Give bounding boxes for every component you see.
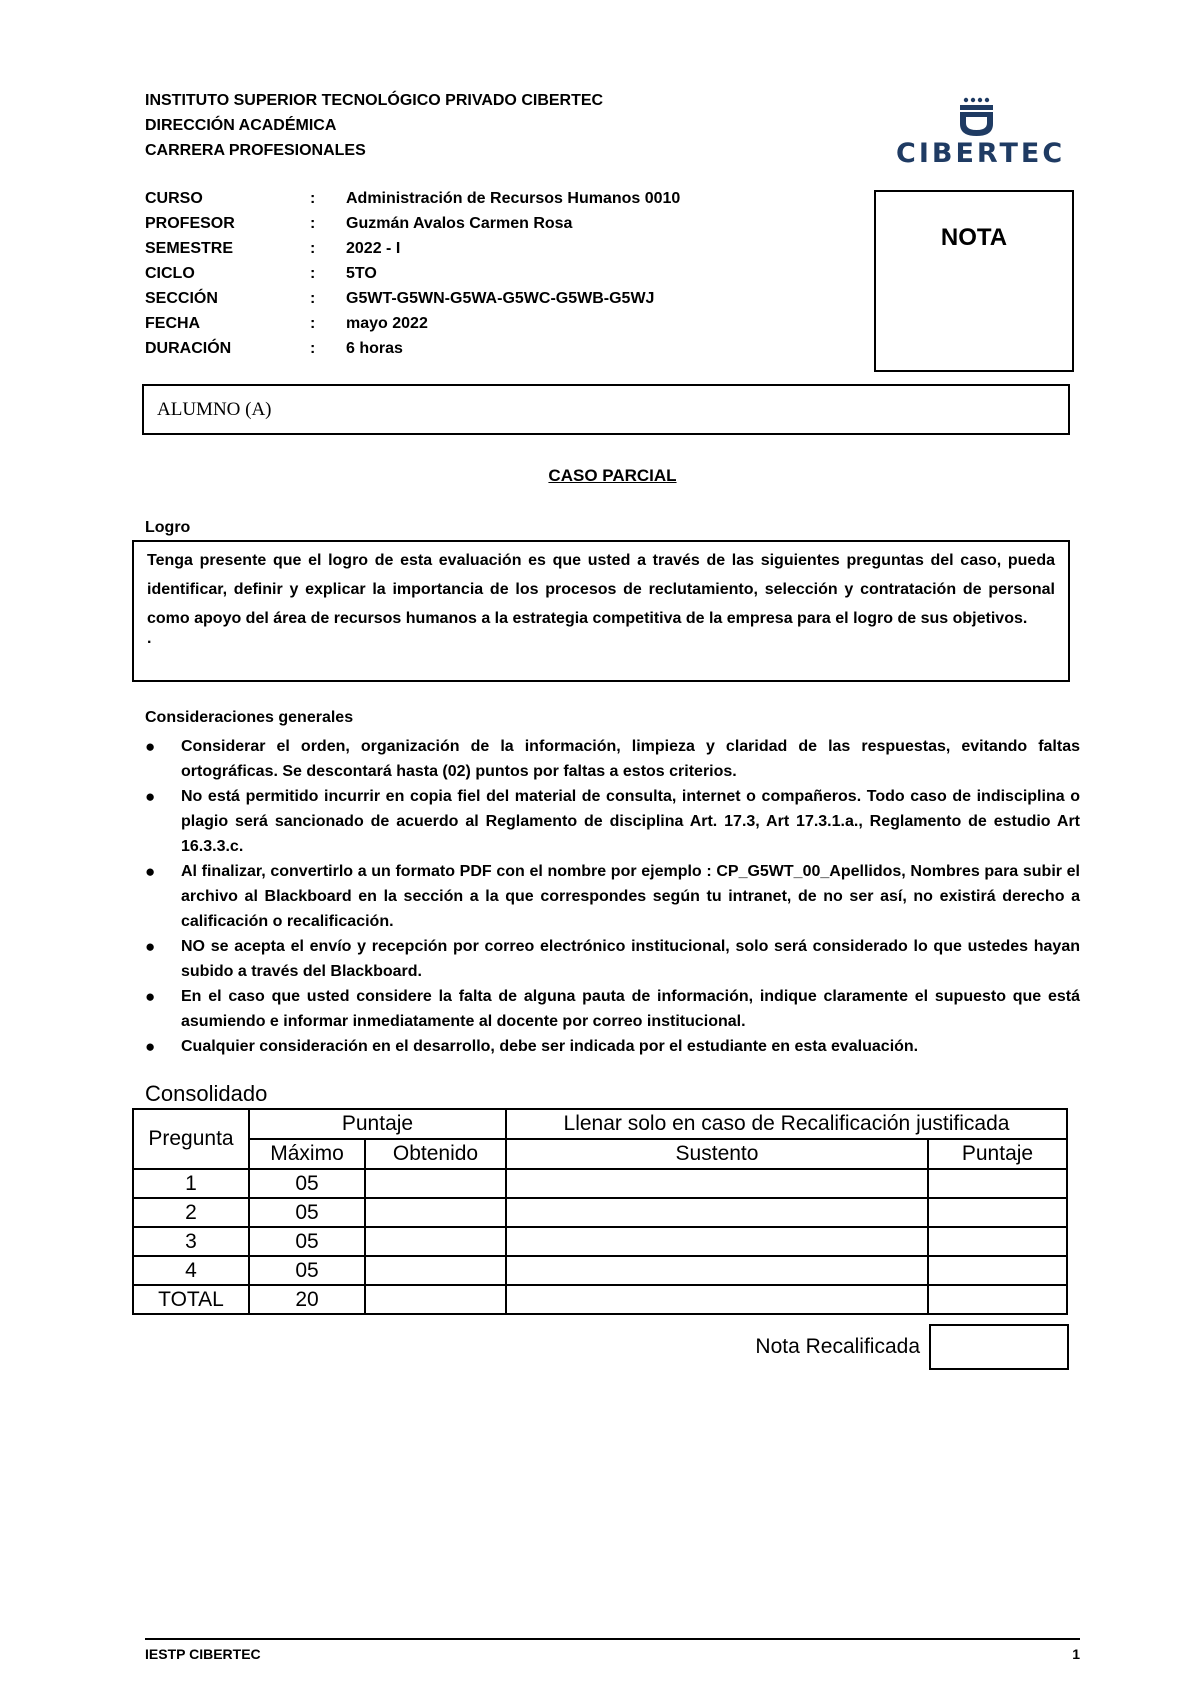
consideraciones-list [145,734,1080,1059]
list-item-text: Cualquier consideración en el desarrollo, debe ser indicada por el estudiante en esta evaluación. [181,1038,919,1055]
list-item-text: Al finalizar, convertirlo a un formato PDF con el nombre por ejemplo : CP_G5WT_00_Apellidos, Nombres para subir el archivo al Blackboard en la sección a la que correspondes según tu intranet, de no ser así, no existirá derecho a calificación o recalificación. [181,863,1080,930]
course-info [145,186,680,361]
cell-obtenido[interactable] [365,1198,506,1227]
header-recalificacion: Llenar solo en caso de Recalificación justificada [506,1109,1067,1139]
info-value: G5WT-G5WN-G5WA-G5WC-G5WB-G5WJ [346,290,655,307]
table-header-row [133,1109,1067,1139]
table-row [133,1198,1067,1227]
cell-puntaje-recal[interactable] [928,1198,1067,1227]
table-row [133,1169,1067,1198]
logo-emblem-icon [896,96,1056,140]
consolidado-table [132,1108,1068,1315]
cell-obtenido[interactable] [365,1169,506,1198]
info-separator: : [310,240,316,257]
nota-box[interactable] [874,190,1074,372]
info-row-curso [145,186,680,211]
consideraciones-label: Consideraciones generales [145,709,354,726]
page-number: 1 [1072,1646,1080,1662]
cell-obtenido[interactable] [365,1256,506,1285]
info-row-duracion [145,336,680,361]
logro-text: Tenga presente que el logro de esta evaluación es que usted a través de las siguientes preguntas del caso, pueda identificar, definir y explicar la importancia de los procesos de reclutamiento, selección y contratación de personal como apoyo del área de recursos humanos a la estrategia competitiva de la empresa para el logro de sus objetivos. [147,552,1055,627]
cell-sustento[interactable] [506,1227,928,1256]
info-label: CICLO [145,265,195,282]
info-value: Guzmán Avalos Carmen Rosa [346,215,573,232]
career-name: CARRERA PROFESIONALES [145,142,366,159]
bullet-icon: ● [145,937,156,956]
info-value: Administración de Recursos Humanos 0010 [346,190,681,207]
info-row-seccion [145,286,680,311]
bullet-icon: ● [145,787,156,806]
cell-pregunta: 1 [133,1169,249,1198]
info-value: 5TO [346,265,377,282]
list-item [145,784,1080,859]
cell-obtenido[interactable] [365,1227,506,1256]
info-label: SECCIÓN [145,290,218,307]
info-row-ciclo [145,261,680,286]
list-item-text: No está permitido incurrir en copia fiel del material de consulta, internet o compañeros. Todo caso de indisciplina o plagio será sancionado de acuerdo al Reglamento de disciplina Art. 17.3, Art 17.3.1.a., Reglamento de estudio Art 16.3.3.c. [181,788,1080,855]
info-label: PROFESOR [145,215,235,232]
header-puntaje-recal: Puntaje [928,1139,1067,1169]
header-obtenido: Obtenido [365,1139,506,1169]
header-pregunta: Pregunta [133,1109,249,1169]
info-value: 2022 - I [346,240,401,257]
header-maximo: Máximo [249,1139,365,1169]
cibertec-logo [896,96,1066,172]
cell-pregunta: 3 [133,1227,249,1256]
nota-recalificada-label: Nota Recalificada [755,1335,920,1358]
footer-institution: IESTP CIBERTEC [145,1646,261,1662]
cell-maximo: 05 [249,1256,365,1285]
table-subheader-row [133,1139,1067,1169]
cell-maximo: 20 [249,1285,365,1314]
table-row [133,1227,1067,1256]
info-label: DURACIÓN [145,340,232,357]
page-title: CASO PARCIAL [548,466,677,485]
info-separator: : [310,340,316,357]
cell-sustento[interactable] [506,1169,928,1198]
info-row-fecha [145,311,680,336]
footer-divider [145,1638,1080,1640]
header-sustento: Sustento [506,1139,928,1169]
logro-label: Logro [145,519,191,536]
cell-obtenido[interactable] [365,1285,506,1314]
cell-puntaje-recal[interactable] [928,1285,1067,1314]
info-label: CURSO [145,190,203,207]
info-label: FECHA [145,315,201,332]
logro-box [132,540,1070,682]
table-row [133,1256,1067,1285]
logro-trailing: . [147,630,152,647]
logo-wordmark: CIBERTEC [896,138,1066,169]
info-separator: : [310,315,316,332]
list-item [145,1034,1080,1059]
cell-pregunta: 4 [133,1256,249,1285]
nota-recalificada-box[interactable] [929,1324,1069,1370]
bullet-icon: ● [145,737,156,756]
info-label: SEMESTRE [145,240,234,257]
bullet-icon: ● [145,1037,156,1056]
bullet-icon: ● [145,987,156,1006]
cell-pregunta: 2 [133,1198,249,1227]
department-name: DIRECCIÓN ACADÉMICA [145,117,337,134]
cell-pregunta: TOTAL [133,1285,249,1314]
info-separator: : [310,215,316,232]
institution-name: INSTITUTO SUPERIOR TECNOLÓGICO PRIVADO CIBERTEC [145,92,604,109]
bullet-icon: ● [145,862,156,881]
institution-header [145,88,603,163]
cell-sustento[interactable] [506,1198,928,1227]
list-item [145,984,1080,1034]
alumno-field[interactable] [142,384,1070,435]
info-row-semestre [145,236,680,261]
cell-puntaje-recal[interactable] [928,1169,1067,1198]
cell-puntaje-recal[interactable] [928,1256,1067,1285]
list-item-text: Considerar el orden, organización de la información, limpieza y claridad de las respuestas, evitando faltas ortográficas. Se descontará hasta (02) puntos por faltas a estos criterios. [181,738,1080,780]
list-item-text: En el caso que usted considere la falta de alguna pauta de información, indique claramente el supuesto que está asumiendo e informar inmediatamente al docente por correo institucional. [181,988,1080,1030]
alumno-label: ALUMNO (A) [157,399,272,420]
info-separator: : [310,265,316,282]
info-row-profesor [145,211,680,236]
cell-maximo: 05 [249,1227,365,1256]
cell-sustento[interactable] [506,1285,928,1314]
table-row-total [133,1285,1067,1314]
list-item-text: NO se acepta el envío y recepción por correo electrónico institucional, solo será considerado lo que ustedes hayan subido a través del Blackboard. [181,938,1080,980]
info-value: mayo 2022 [346,315,428,332]
list-item [145,734,1080,784]
list-item [145,934,1080,984]
header-puntaje: Puntaje [249,1109,506,1139]
list-item [145,859,1080,934]
info-separator: : [310,290,316,307]
consolidado-label: Consolidado [145,1081,268,1106]
info-value: 6 horas [346,340,403,357]
cell-puntaje-recal[interactable] [928,1227,1067,1256]
info-separator: : [310,190,316,207]
cell-maximo: 05 [249,1169,365,1198]
cell-maximo: 05 [249,1198,365,1227]
cell-sustento[interactable] [506,1256,928,1285]
nota-label: NOTA [940,224,1008,251]
